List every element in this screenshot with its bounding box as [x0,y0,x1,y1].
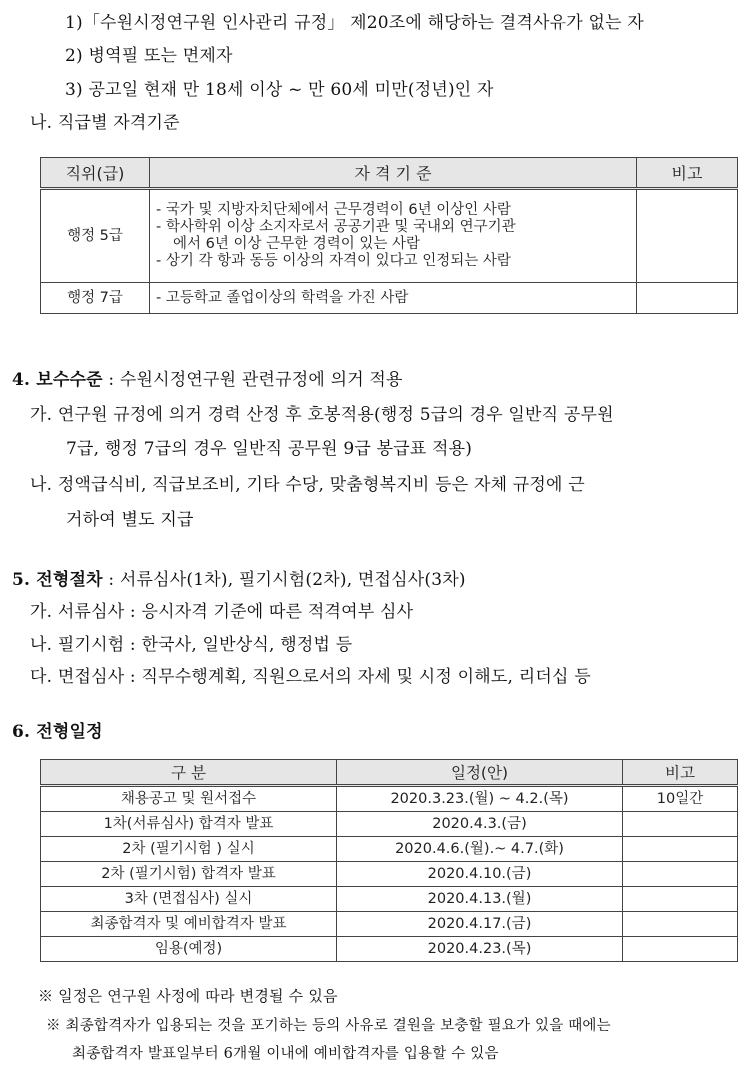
schedule-table [40,759,738,962]
header-note: 비고 [623,760,738,786]
grade-cell: 행정 7급 [41,283,150,314]
section6-title: 6. 전형일정 [12,722,103,742]
schedule-cell: 2020.4.17.(금) [337,912,623,937]
section5-title: 5. 전형절차 [12,570,103,590]
schedule-note-1: ※ 일정은 연구원 사정에 따라 변경될 수 있음 [38,987,338,1005]
criteria-line: - 상기 각 항과 동등 이상의 자격이 있다고 인정되는 사람 [156,253,511,269]
schedule-cell: 2020.4.10.(금) [337,862,623,887]
note-cell [623,837,738,862]
table-row [41,812,738,837]
table-row [41,786,738,812]
category-cell: 3차 (면접심사) 실시 [41,887,337,912]
table-row [41,912,738,937]
section5-heading [12,569,466,591]
category-cell: 최종합격자 및 예비합격자 발표 [41,912,337,937]
criteria-line: - 국가 및 지방자치단체에서 근무경력이 6년 이상인 사람 [156,202,511,218]
eligibility-item-1: 1)「수원시정연구원 인사관리 규정」 제20조에 해당하는 결격사유가 없는 자 [65,13,644,33]
note-cell [623,862,738,887]
criteria-cell [150,189,637,283]
schedule-cell: 2020.3.23.(월) ~ 4.2.(목) [337,786,623,812]
table-row [41,937,738,962]
criteria-line: - 학사학위 이상 소지자로서 공공기관 및 국내외 연구기관 [156,219,516,235]
criteria-cell [150,283,637,314]
note-cell: 10일간 [623,786,738,812]
header-category: 구 분 [41,760,337,786]
note-cell [637,283,738,314]
category-cell: 임용(예정) [41,937,337,962]
table-row [41,283,738,314]
section5-summary: : 서류심사(1차), 필기시험(2차), 면접심사(3차) [102,570,466,590]
header-grade: 직위(급) [41,158,150,189]
note-cell [623,912,738,937]
note-cell [623,812,738,837]
criteria-line: 에서 6년 이상 근무한 경력이 있는 사람 [173,236,420,252]
section4-heading [12,369,403,391]
schedule-cell: 2020.4.6.(월).~ 4.7.(화) [337,837,623,862]
table-header-row [41,158,738,189]
category-cell: 2차 (필기시험) 합격자 발표 [41,862,337,887]
grade-criteria-table [40,157,738,314]
table-row [41,862,738,887]
schedule-cell: 2020.4.23.(목) [337,937,623,962]
eligibility-item-3: 3) 공고일 현재 만 18세 이상 ~ 만 60세 미만(정년)인 자 [65,80,494,100]
schedule-cell: 2020.4.13.(월) [337,887,623,912]
category-cell: 2차 (필기시험 ) 실시 [41,837,337,862]
grade-criteria-heading: 나. 직급별 자격기준 [30,113,180,133]
category-cell: 1차(서류심사) 합격자 발표 [41,812,337,837]
section5-item-a: 가. 서류심사 : 응시자격 기준에 따른 적격여부 심사 [30,602,414,622]
section4-item-a: 가. 연구원 규정에 의거 경력 산정 후 호봉적용(행정 5급의 경우 일반직 공무원 [30,405,614,425]
schedule-cell: 2020.4.3.(금) [337,812,623,837]
note-cell [637,189,738,283]
table-row [41,837,738,862]
criteria-line: - 고등학교 졸업이상의 학력을 가진 사람 [156,289,409,306]
note-cell [623,887,738,912]
header-note: 비고 [637,158,738,189]
header-schedule: 일정(안) [337,760,623,786]
section4-item-b-cont: 거하여 별도 지급 [66,510,194,530]
category-cell: 채용공고 및 원서접수 [41,786,337,812]
section4-item-b: 나. 정액급식비, 직급보조비, 기타 수당, 맞춤형복지비 등은 자체 규정에 근 [30,475,585,495]
note-cell [623,937,738,962]
table-row [41,189,738,283]
schedule-note-2-cont: 최종합격자 발표일부터 6개월 이내에 예비합격자를 입용할 수 있음 [72,1046,499,1062]
section4-title: 4. 보수수준 [12,370,103,390]
grade-cell: 행정 5급 [41,189,150,283]
eligibility-item-2: 2) 병역필 또는 면제자 [65,46,233,66]
table-row [41,887,738,912]
schedule-note-2: ※ 최종합격자가 입용되는 것을 포기하는 등의 사유로 결원을 보충할 필요가 있을 때에는 [46,1018,611,1034]
table-header-row [41,760,738,786]
section4-summary: : 수원시정연구원 관련규정에 의거 적용 [102,370,403,390]
section5-item-c: 다. 면접심사 : 직무수행계획, 직원으로서의 자세 및 시정 이해도, 리더십 등 [30,667,591,687]
section4-item-a-cont: 7급, 행정 7급의 경우 일반직 공무원 9급 봉급표 적용) [66,439,473,459]
header-criteria: 자 격 기 준 [150,158,637,189]
section5-item-b: 나. 필기시험 : 한국사, 일반상식, 행정법 등 [30,635,353,655]
